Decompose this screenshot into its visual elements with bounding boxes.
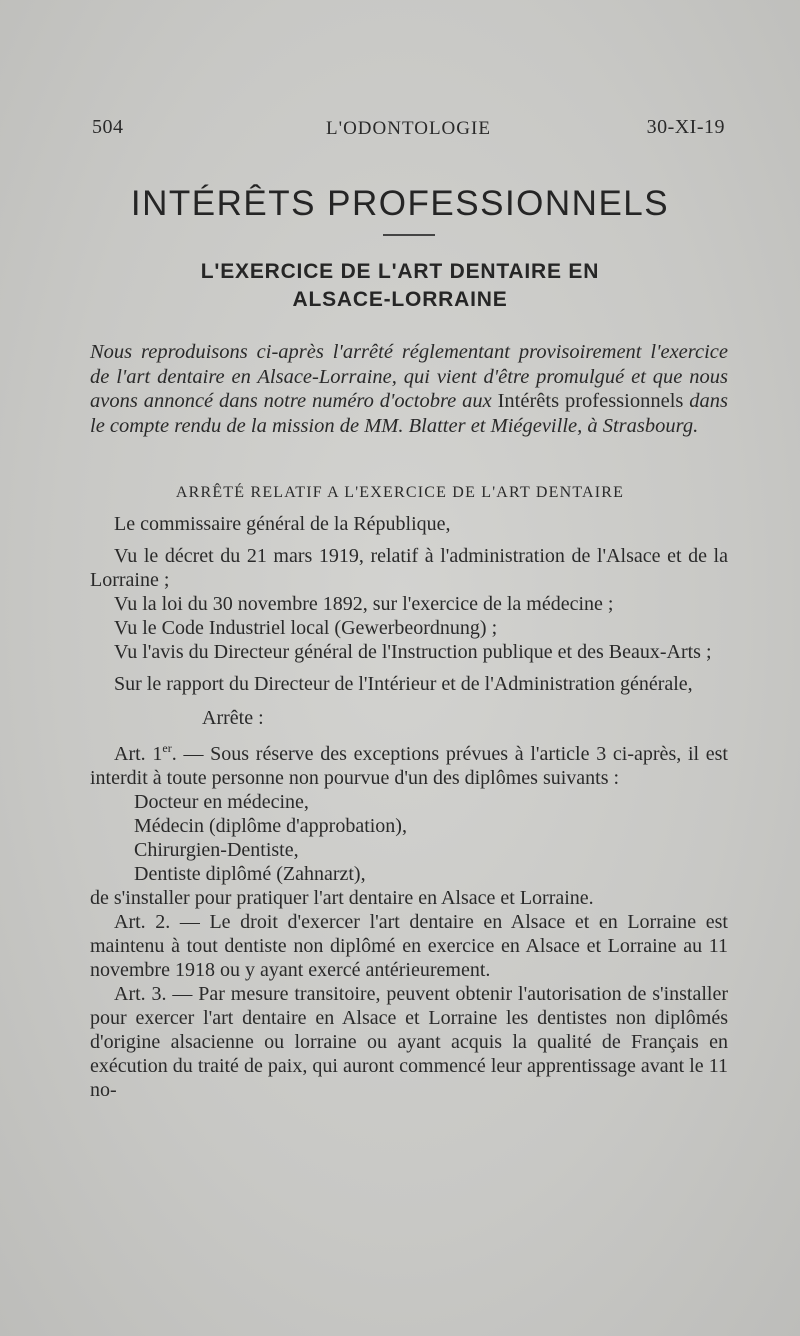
paragraph-vu-avis: Vu l'avis du Directeur général de l'Instruction publique et des Beaux-Arts ; <box>114 641 712 663</box>
intro-paragraph <box>90 340 728 438</box>
paragraph-vu-code: Vu le Code Industriel local (Gewerbeordnung) ; <box>114 617 498 639</box>
paragraph-vu-loi: Vu la loi du 30 novembre 1892, sur l'exercice de la médecine ; <box>114 593 614 615</box>
article-3: Art. 3. — Par mesure transitoire, peuvent obtenir l'autorisation de s'installer pour exercer l'art dentaire en Alsace et Lorraine les dentistes non diplômés d'origine alsacienne ou lorraine ou ayant acquis la qualité de Français en exécution du traité de paix, qui auront commencé leur apprentissage avant le 11 no- <box>90 983 728 1101</box>
article-1-label: Art. 1 <box>114 743 163 765</box>
intro-part-2: Intérêts professionnels <box>497 390 684 412</box>
paragraph-vu-decret: Vu le décret du 21 mars 1919, relatif à l'administration de l'Alsace et de la Lorraine ; <box>90 545 728 591</box>
intro-part-3: dans le compte rendu de la mission de MM. Blatter et Miégeville, à Strasbourg. <box>90 390 728 437</box>
page-title: INTÉRÊTS PROFESSIONNELS <box>130 184 670 223</box>
paragraph-rapport: Sur le rapport du Directeur de l'Intérieur et de l'Administration générale, <box>114 673 693 695</box>
running-head <box>92 116 725 146</box>
diploma-item: Chirurgien-Dentiste, <box>134 839 299 861</box>
title-divider <box>383 234 435 236</box>
article-2: Art. 2. — Le droit d'exercer l'art dentaire en Alsace et en Lorraine est maintenu à tout dentiste non diplômé en exercice en Alsace et Lorraine au 11 novembre 1918 ou y ayant exercé antérieurement. <box>90 911 728 981</box>
decree-body <box>90 512 728 1102</box>
diploma-item: Médecin (diplôme d'approbation), <box>134 815 407 837</box>
article-1-sup: er <box>162 741 172 755</box>
paragraph-commissaire: Le commissaire général de la République, <box>114 513 451 535</box>
section-title-line-1: L'EXERCICE DE L'ART DENTAIRE EN <box>200 260 600 283</box>
diploma-item: Dentiste diplômé (Zahnarzt), <box>134 863 366 885</box>
section-title <box>60 258 740 314</box>
paragraph-arrete: Arrête : <box>202 707 264 729</box>
diploma-item: Docteur en médecine, <box>134 791 309 813</box>
intro-part-1: Nous reproduisons ci-après l'arrêté réglementant provisoirement l'exercice de l'art dentaire en Alsace-Lorraine, qui vient d'être promulgué et que nous avons annoncé dans notre numéro d'octobre aux <box>90 341 728 412</box>
issue-date: 30-XI-19 <box>646 116 725 138</box>
section-title-line-2: ALSACE-LORRAINE <box>292 288 508 311</box>
article-1-end: de s'installer pour pratiquer l'art dentaire en Alsace et Lorraine. <box>90 887 594 909</box>
page-number: 504 <box>92 116 124 138</box>
article-1 <box>90 742 728 790</box>
journal-title: L'ODONTOLOGIE <box>326 118 491 139</box>
article-1-text: . — Sous réserve des exceptions prévues à l'article 3 ci-après, il est interdit à toute personne non pourvue d'un des diplômes suivants : <box>90 743 728 789</box>
decree-heading: ARRÊTÉ RELATIF A L'EXERCICE DE L'ART DENTAIRE <box>175 484 625 501</box>
